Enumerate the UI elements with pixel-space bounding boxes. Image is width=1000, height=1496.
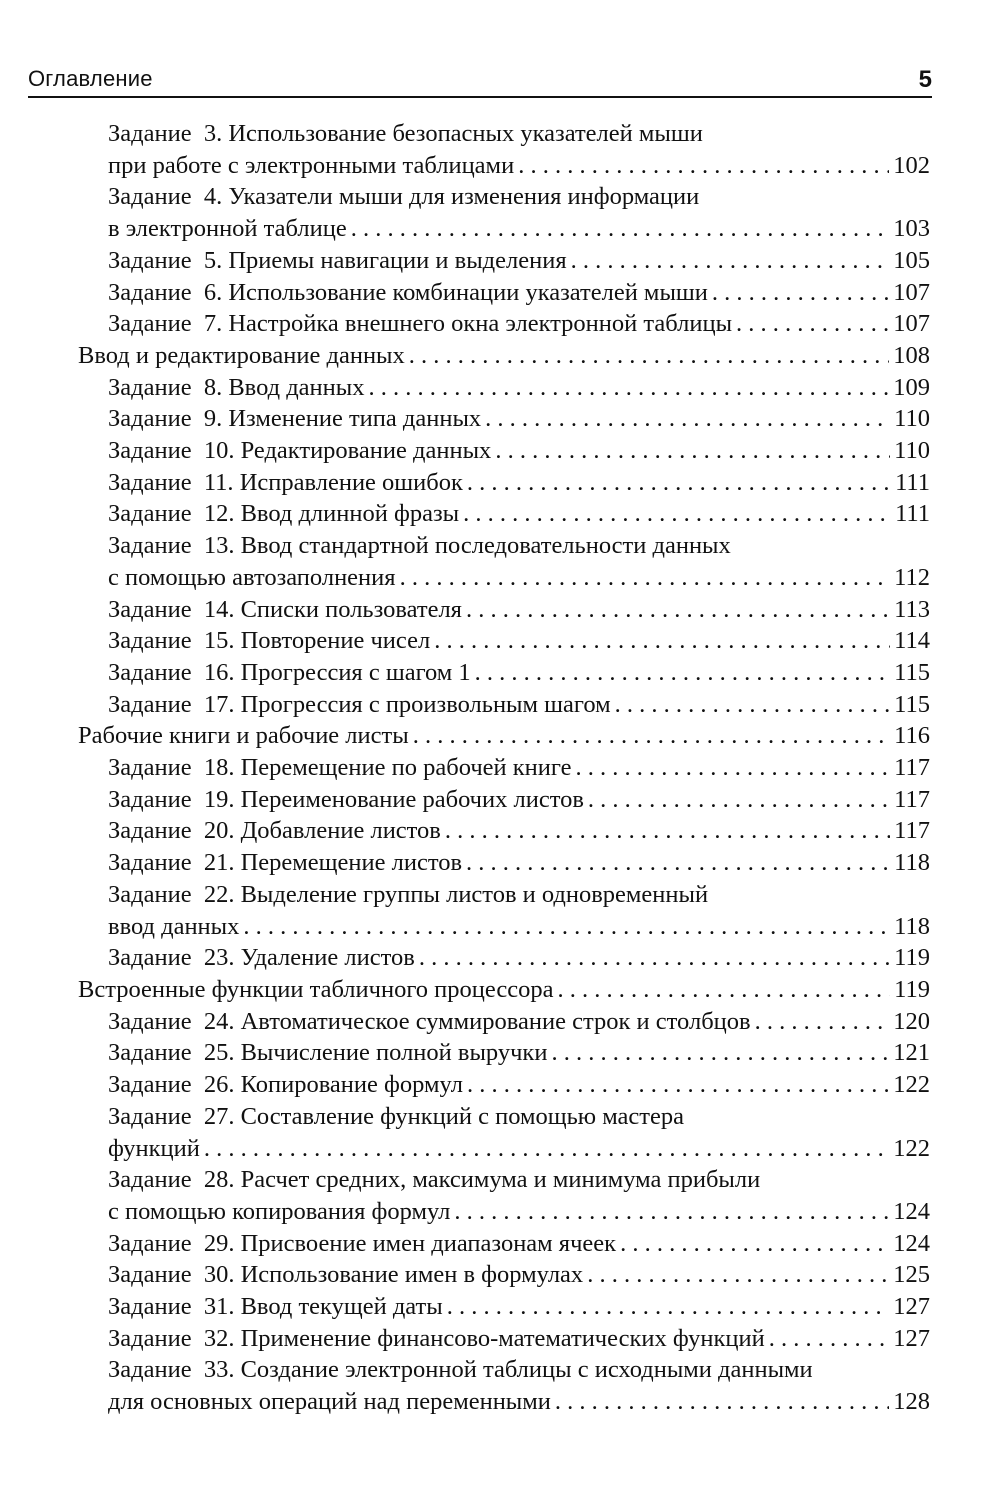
toc-entry-text (108, 498, 459, 530)
task-title: Составление функций с помощью мастера (240, 1102, 685, 1130)
toc-line (108, 562, 930, 594)
task-number: 26. (203, 1071, 235, 1099)
task-label: Задание (108, 1293, 192, 1321)
task-title: Удаление листов (240, 944, 415, 972)
toc-entry-text: в электронной таблице (108, 215, 347, 243)
toc-entry-text (108, 403, 481, 435)
toc-line (108, 1354, 930, 1386)
task-number: 18. (203, 754, 235, 782)
toc-line (108, 594, 930, 626)
toc-line (108, 1133, 930, 1165)
table-of-contents (78, 118, 930, 1418)
toc-line (78, 340, 930, 372)
dot-leader (620, 1228, 889, 1260)
toc-task-entry[interactable] (78, 879, 930, 942)
task-number: 22. (203, 880, 235, 908)
dot-leader (475, 657, 890, 689)
task-label: Задание (108, 595, 192, 623)
toc-entry-text: Рабочие книги и рабочие листы (78, 722, 409, 750)
task-label: Задание (108, 183, 192, 211)
toc-line (108, 403, 930, 435)
task-label: Задание (108, 1007, 192, 1035)
task-title: Расчет средних, максимума и минимума прибыли (240, 1166, 761, 1194)
task-number: 11. (203, 468, 234, 496)
toc-task-entry[interactable] (78, 1164, 930, 1227)
toc-task-entry[interactable] (78, 752, 930, 784)
toc-page-number: 127 (893, 1293, 930, 1321)
toc-line (108, 847, 930, 879)
task-label: Задание (108, 785, 192, 813)
dot-leader (419, 942, 890, 974)
task-title: Выделение группы листов и одновременный (240, 880, 709, 908)
dot-leader (409, 340, 889, 372)
task-title: Ввод длинной фразы (240, 500, 460, 528)
task-label: Задание (108, 310, 192, 338)
toc-line (108, 879, 930, 911)
dot-leader (485, 403, 890, 435)
dot-leader (447, 1291, 890, 1323)
task-title: Использование безопасных указателей мыши (228, 120, 703, 147)
toc-entry-text: Встроенные функции табличного процессора (78, 975, 554, 1003)
task-title: Применение финансово-математических функций (240, 1324, 765, 1352)
dot-leader (769, 1323, 890, 1355)
toc-line (108, 530, 930, 562)
task-label: Задание (108, 437, 192, 465)
task-number: 21. (203, 849, 235, 877)
task-number: 31. (203, 1293, 235, 1321)
task-number: 12. (203, 500, 235, 528)
toc-line (108, 213, 930, 245)
task-title: Настройка внешнего окна электронной таблицы (228, 310, 733, 338)
dot-leader (351, 213, 890, 245)
toc-line (108, 150, 930, 182)
task-title: Присвоение имен диапазонам ячеек (240, 1229, 617, 1257)
toc-task-entry[interactable] (78, 467, 930, 499)
task-label: Задание (108, 278, 192, 306)
toc-task-entry[interactable] (78, 435, 930, 467)
toc-page-number: 118 (894, 849, 930, 877)
toc-page-number: 114 (894, 627, 930, 655)
dot-leader (467, 1069, 889, 1101)
task-title: Перемещение листов (240, 849, 463, 877)
dot-leader (466, 594, 890, 626)
task-title: Создание электронной таблицы с исходными данными (240, 1356, 813, 1384)
task-label: Задание (108, 1166, 192, 1194)
task-title: Указатели мыши для изменения информации (228, 183, 700, 211)
toc-page-number: 111 (895, 468, 930, 496)
task-number: 25. (203, 1039, 235, 1067)
dot-leader (557, 974, 890, 1006)
task-label: Задание (108, 532, 192, 560)
toc-page-number: 124 (893, 1229, 930, 1257)
toc-task-entry[interactable] (78, 1037, 930, 1069)
task-number: 8. (203, 373, 223, 401)
toc-line (108, 372, 930, 404)
toc-line (108, 1069, 930, 1101)
toc-line (108, 815, 930, 847)
task-number: 5. (203, 246, 223, 274)
toc-entry-text: функций (108, 1134, 200, 1162)
task-label: Задание (108, 373, 192, 401)
task-number: 17. (203, 690, 235, 718)
toc-entry-text (108, 277, 708, 309)
toc-page-number: 117 (894, 785, 930, 813)
task-label: Задание (108, 1102, 192, 1130)
toc-page-number: 124 (893, 1197, 930, 1225)
toc-page-number: 122 (893, 1071, 930, 1099)
dot-leader (587, 1259, 889, 1291)
toc-task-entry[interactable] (78, 815, 930, 847)
toc-section-entry[interactable] (78, 340, 930, 372)
toc-task-entry[interactable] (78, 1006, 930, 1038)
task-title: Использование имен в формулах (240, 1261, 584, 1289)
toc-line (108, 784, 930, 816)
toc-line (108, 308, 930, 340)
toc-entry-text (108, 1069, 463, 1101)
task-title: Списки пользователя (240, 595, 462, 623)
toc-page-number: 110 (894, 437, 930, 465)
toc-line (78, 974, 930, 1006)
task-title: Изменение типа данных (228, 405, 482, 433)
dot-leader (588, 784, 890, 816)
toc-line (108, 1291, 930, 1323)
toc-page-number: 105 (893, 246, 930, 274)
task-number: 30. (203, 1261, 235, 1289)
toc-page-number: 119 (894, 975, 930, 1003)
toc-entry-text (108, 308, 732, 340)
dot-leader (615, 689, 891, 721)
toc-task-entry[interactable] (78, 372, 930, 404)
toc-line (108, 1323, 930, 1355)
toc-task-entry[interactable] (78, 689, 930, 721)
toc-page-number: 109 (893, 373, 930, 401)
toc-line (108, 498, 930, 530)
task-title: Перемещение по рабочей книге (240, 754, 572, 782)
toc-entry-text (108, 1037, 547, 1069)
toc-entry-text (108, 847, 462, 879)
task-title: Автоматическое суммирование строк и столбцов (240, 1007, 751, 1035)
toc-line (108, 911, 930, 943)
toc-task-entry[interactable] (78, 1069, 930, 1101)
task-number: 9. (203, 405, 223, 433)
toc-entry-text (108, 467, 463, 499)
task-number: 10. (203, 437, 235, 465)
toc-page-number: 120 (893, 1007, 930, 1035)
toc-task-entry[interactable] (78, 657, 930, 689)
task-number: 3. (203, 120, 223, 147)
toc-page-number: 127 (893, 1324, 930, 1352)
toc-line (108, 1006, 930, 1038)
toc-line (108, 625, 930, 657)
task-title: Исправление ошибок (239, 468, 463, 496)
toc-entry-text: ввод данных (108, 912, 240, 940)
dot-leader (712, 277, 889, 309)
toc-entry-text (108, 530, 731, 562)
toc-page-number: 112 (894, 563, 930, 591)
task-label: Задание (108, 754, 192, 782)
toc-page-number: 117 (894, 754, 930, 782)
dot-leader (736, 308, 889, 340)
toc-line (108, 1101, 930, 1133)
toc-task-entry[interactable] (78, 1259, 930, 1291)
toc-entry-text (108, 1259, 583, 1291)
toc-page-number: 107 (893, 278, 930, 306)
task-number: 14. (203, 595, 235, 623)
dot-leader (551, 1037, 889, 1069)
toc-entry-text (108, 815, 441, 847)
toc-line (108, 942, 930, 974)
toc-entry-text (108, 784, 584, 816)
task-label: Задание (108, 246, 192, 274)
toc-entry-text (108, 1101, 684, 1133)
task-number: 4. (203, 183, 223, 211)
dot-leader (463, 498, 891, 530)
toc-entry-text (108, 245, 567, 277)
toc-page-number: 115 (894, 658, 930, 686)
dot-leader (445, 815, 890, 847)
running-header-title: Оглавление (28, 66, 153, 91)
toc-page-number: 117 (894, 817, 930, 845)
task-number: 29. (203, 1229, 235, 1257)
task-title: Переименование рабочих листов (240, 785, 584, 813)
task-title: Прогрессия с произвольным шагом (240, 690, 611, 718)
dot-leader (413, 720, 890, 752)
task-label: Задание (108, 120, 192, 147)
task-title: Приемы навигации и выделения (228, 246, 567, 274)
toc-task-entry[interactable] (78, 118, 930, 181)
toc-task-entry[interactable] (78, 942, 930, 974)
toc-page-number: 128 (893, 1388, 930, 1416)
task-title: Использование комбинации указателей мыши (228, 278, 708, 306)
toc-task-entry[interactable] (78, 245, 930, 277)
dot-leader (454, 1196, 889, 1228)
toc-page-number: 110 (894, 405, 930, 433)
toc-task-entry[interactable] (78, 403, 930, 435)
task-label: Задание (108, 1356, 192, 1384)
task-label: Задание (108, 627, 192, 655)
toc-entry-text (108, 752, 571, 784)
toc-line (78, 720, 930, 752)
toc-line (108, 245, 930, 277)
toc-entry-text (108, 689, 611, 721)
toc-section-entry[interactable] (78, 720, 930, 752)
task-label: Задание (108, 405, 192, 433)
toc-task-entry[interactable] (78, 1291, 930, 1323)
toc-entry-text (108, 657, 471, 689)
dot-leader (575, 752, 890, 784)
toc-page-number: 122 (893, 1134, 930, 1162)
toc-line (108, 435, 930, 467)
task-label: Задание (108, 1229, 192, 1257)
toc-section-entry[interactable] (78, 974, 930, 1006)
task-title: Прогрессия с шагом 1 (240, 658, 471, 686)
dot-leader (571, 245, 890, 277)
toc-entry-text (108, 594, 462, 626)
task-number: 15. (203, 627, 235, 655)
toc-entry-text (108, 435, 491, 467)
task-number: 33. (203, 1356, 235, 1384)
task-label: Задание (108, 500, 192, 528)
toc-line (108, 277, 930, 309)
task-label: Задание (108, 468, 192, 496)
dot-leader (518, 150, 889, 182)
dot-leader (369, 372, 890, 404)
task-label: Задание (108, 1039, 192, 1067)
toc-line (108, 689, 930, 721)
toc-page-number: 125 (893, 1261, 930, 1289)
task-label: Задание (108, 817, 192, 845)
task-number: 13. (203, 532, 235, 560)
toc-page-number: 121 (893, 1039, 930, 1067)
dot-leader (495, 435, 890, 467)
task-title: Ввод стандартной последовательности данных (240, 532, 731, 560)
task-number: 24. (203, 1007, 235, 1035)
task-label: Задание (108, 1324, 192, 1352)
toc-task-entry[interactable] (78, 530, 930, 593)
toc-line (108, 118, 930, 150)
toc-page-number: 113 (894, 595, 930, 623)
toc-entry-text (108, 372, 365, 404)
toc-task-entry[interactable] (78, 784, 930, 816)
task-label: Задание (108, 658, 192, 686)
toc-line (108, 1259, 930, 1291)
dot-leader (243, 911, 890, 943)
task-number: 23. (203, 944, 235, 972)
toc-line (108, 181, 930, 213)
task-label: Задание (108, 1261, 192, 1289)
running-header (28, 60, 932, 98)
toc-entry-text (108, 879, 708, 911)
toc-line (108, 1386, 930, 1418)
page-number: 5 (918, 66, 932, 93)
toc-task-entry[interactable] (78, 308, 930, 340)
toc-entry-text (108, 942, 415, 974)
toc-entry-text (108, 1291, 443, 1323)
toc-line (108, 657, 930, 689)
dot-leader (466, 847, 890, 879)
toc-page-number: 107 (893, 310, 930, 338)
toc-entry-text (108, 181, 699, 213)
toc-entry-text: при работе с электронными таблицами (108, 151, 515, 179)
task-number: 32. (203, 1324, 235, 1352)
toc-line (108, 752, 930, 784)
task-title: Ввод текущей даты (240, 1293, 443, 1321)
task-title: Повторение чисел (240, 627, 431, 655)
dot-leader (467, 467, 891, 499)
toc-line (108, 1164, 930, 1196)
toc-line (108, 1196, 930, 1228)
toc-page-number: 115 (894, 690, 930, 718)
toc-task-entry[interactable] (78, 1101, 930, 1164)
toc-page-number: 116 (894, 722, 930, 750)
toc-entry-text (108, 118, 703, 150)
task-number: 7. (203, 310, 223, 338)
task-number: 20. (203, 817, 235, 845)
dot-leader (555, 1386, 889, 1418)
toc-line (108, 467, 930, 499)
toc-task-entry[interactable] (78, 847, 930, 879)
toc-page-number: 111 (895, 500, 930, 528)
task-number: 28. (203, 1166, 235, 1194)
toc-task-entry[interactable] (78, 181, 930, 244)
task-label: Задание (108, 849, 192, 877)
task-title: Вычисление полной выручки (240, 1039, 548, 1067)
toc-task-entry[interactable] (78, 594, 930, 626)
dot-leader (400, 562, 891, 594)
task-title: Редактирование данных (240, 437, 492, 465)
task-number: 27. (203, 1102, 235, 1130)
dot-leader (755, 1006, 890, 1038)
task-number: 6. (203, 278, 223, 306)
toc-entry-text (108, 1323, 765, 1355)
toc-task-entry[interactable] (78, 1354, 930, 1417)
task-title: Добавление листов (240, 817, 441, 845)
toc-entry-text (108, 1006, 751, 1038)
toc-page-number: 108 (893, 341, 930, 369)
task-label: Задание (108, 880, 192, 908)
toc-line (108, 1037, 930, 1069)
toc-task-entry[interactable] (78, 277, 930, 309)
task-label: Задание (108, 690, 192, 718)
task-number: 16. (203, 658, 235, 686)
task-number: 19. (203, 785, 235, 813)
toc-page-number: 103 (893, 215, 930, 243)
toc-page-number: 119 (894, 944, 930, 972)
task-title: Ввод данных (228, 373, 365, 401)
toc-entry-text: с помощью автозаполнения (108, 563, 396, 591)
toc-line (108, 1228, 930, 1260)
task-label: Задание (108, 1071, 192, 1099)
toc-entry-text: для основных операций над переменными (108, 1388, 551, 1416)
task-title: Копирование формул (240, 1071, 463, 1099)
toc-page-number: 118 (894, 912, 930, 940)
toc-entry-text: с помощью копирования формул (108, 1197, 451, 1225)
dot-leader (434, 625, 890, 657)
toc-task-entry[interactable] (78, 1228, 930, 1260)
toc-entry-text (108, 1164, 760, 1196)
toc-entry-text (108, 625, 430, 657)
toc-page-number: 102 (893, 151, 930, 179)
toc-entry-text: Ввод и редактирование данных (78, 341, 405, 369)
toc-entry-text (108, 1354, 813, 1386)
dot-leader (204, 1133, 889, 1165)
task-label: Задание (108, 944, 192, 972)
toc-entry-text (108, 1228, 616, 1260)
toc-task-entry[interactable] (78, 625, 930, 657)
toc-task-entry[interactable] (78, 498, 930, 530)
toc-task-entry[interactable] (78, 1323, 930, 1355)
